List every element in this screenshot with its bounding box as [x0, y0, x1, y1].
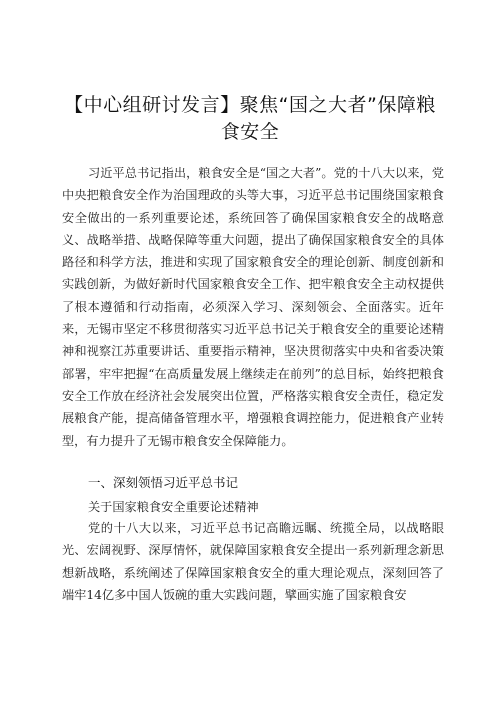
section-heading: 一、深刻领悟习近平总书记	[88, 475, 239, 490]
body-paragraph: 习近平总书记指出，粮食安全是“国之大者”。党的十八大以来，党中央把粮食安全作为治国理政的头等大事，习近平总书记围绕国家粮食安全做出的一系列重要论述，系统回答了确保国家粮食安全的战略意义、战略举措、战略保障等重大问题，提出了确保国家粮食安全的具体路径和科学方法，推进和实现了国家粮食安全的理论创新、制度创新和实践创新，为做好新时代国家粮食安全工作、把牢粮食安全主动权提供了根本遵循和行动指南，必须深入学习、深刻领会、全面落实。近年来，无锡市坚定不移贯彻落实习近平总书记关于粮食安全的重要论述精神和视察江苏重要讲话、重要指示精神，坚决贯彻落实中央和省委决策部署，牢牢把握“在高质量发展上继续走在前列”的总目标，始终把粮食安全工作放在经济社会发展突出位置，严格落实粮食安全责任，稳定发展粮食产能，提高储备管理水平，增强粮食调控能力，促进粮食产业转型，有力提升了无锡市粮食安全保障能力。	[62, 166, 444, 448]
document-title: 【中心组研讨发言】聚焦“国之大者”保障粮食安全	[64, 94, 436, 143]
section-subheading: 关于国家粮食安全重要论述精神	[88, 500, 259, 514]
body-paragraph: 党的十八大以来，习近平总书记高瞻远瞩、统揽全局，以战略眼光、宏阔视野、深厚情怀，就保障国家粮食安全提出一系列新理念新思想新战略，系统阐述了保障国家粮食安全的重大理论观点，深刻回答了端牢14亿多中国人饭碗的重大实践问题，擘画实施了国家粮食安	[62, 521, 444, 602]
